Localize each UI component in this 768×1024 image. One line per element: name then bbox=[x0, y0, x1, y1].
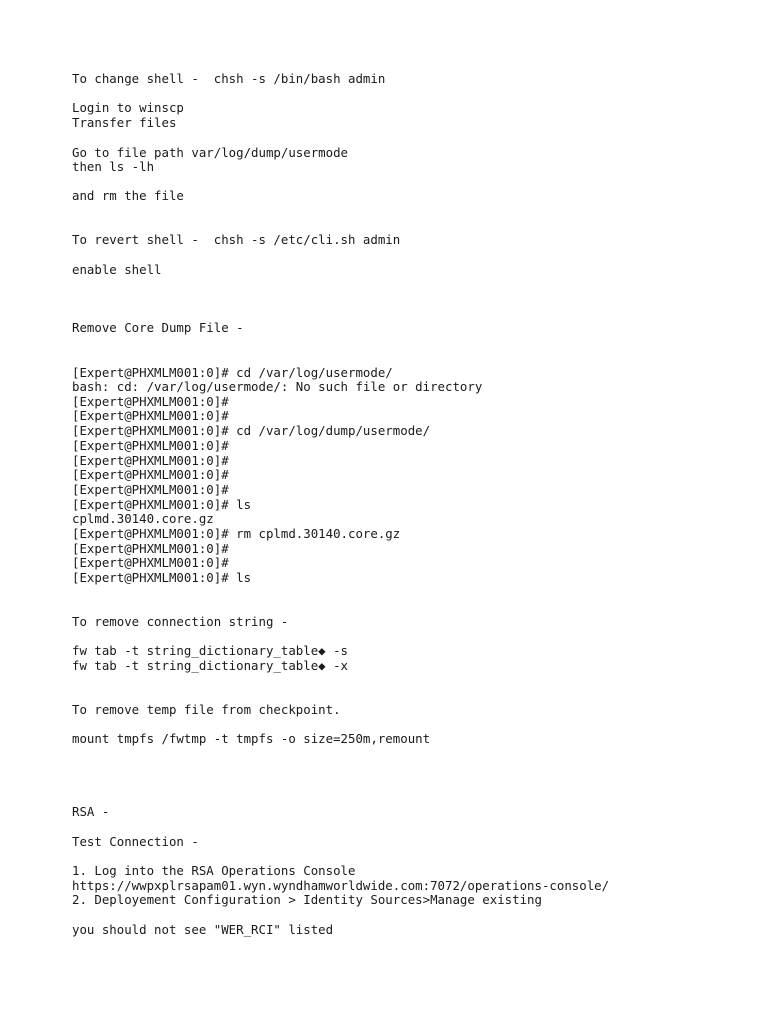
text-line: and rm the file bbox=[72, 188, 184, 203]
text-line: fw tab -t string_dictionary_table◆ -s bbox=[72, 643, 349, 658]
text-line: mount tmpfs /fwtmp -t tmpfs -o size=250m,remount bbox=[72, 731, 431, 746]
text-line: [Expert@PHXMLM001:0]# ls bbox=[72, 497, 252, 512]
text-line: fw tab -t string_dictionary_table◆ -x bbox=[72, 658, 349, 673]
text-line: RSA - bbox=[72, 804, 110, 819]
text-line: To change shell - chsh -s /bin/bash admin bbox=[72, 71, 386, 86]
text-line: To remove connection string - bbox=[72, 614, 289, 629]
text-line: you should not see "WER_RCI" listed bbox=[72, 922, 334, 937]
text-line: [Expert@PHXMLM001:0]# cd /var/log/dump/usermode/ bbox=[72, 423, 431, 438]
text-line: [Expert@PHXMLM001:0]# bbox=[72, 438, 229, 453]
text-line: bash: cd: /var/log/usermode/: No such file or directory bbox=[72, 379, 483, 394]
text-line: [Expert@PHXMLM001:0]# bbox=[72, 555, 229, 570]
text-line: [Expert@PHXMLM001:0]# bbox=[72, 408, 229, 423]
text-line: 1. Log into the RSA Operations Console bbox=[72, 863, 356, 878]
text-line: [Expert@PHXMLM001:0]# bbox=[72, 394, 229, 409]
text-line: [Expert@PHXMLM001:0]# cd /var/log/usermode/ bbox=[72, 365, 393, 380]
text-line: To revert shell - chsh -s /etc/cli.sh admin bbox=[72, 232, 401, 247]
text-line: To remove temp file from checkpoint. bbox=[72, 702, 341, 717]
text-line: then ls -lh bbox=[72, 159, 155, 174]
text-line: Login to winscp bbox=[72, 100, 184, 115]
text-line: Remove Core Dump File - bbox=[72, 320, 244, 335]
text-line: [Expert@PHXMLM001:0]# bbox=[72, 467, 229, 482]
text-line: enable shell bbox=[72, 262, 162, 277]
text-line: Test Connection - bbox=[72, 834, 199, 849]
text-line: [Expert@PHXMLM001:0]# bbox=[72, 482, 229, 497]
text-line: [Expert@PHXMLM001:0]# rm cplmd.30140.core.gz bbox=[72, 526, 401, 541]
text-line: Transfer files bbox=[72, 115, 177, 130]
text-line: Go to file path var/log/dump/usermode bbox=[72, 145, 349, 160]
text-line: [Expert@PHXMLM001:0]# bbox=[72, 453, 229, 468]
text-line: [Expert@PHXMLM001:0]# bbox=[72, 541, 229, 556]
text-line: https://wwpxplrsapam01.wyn.wyndhamworldwide.com:7072/operations-console/ bbox=[72, 878, 610, 893]
text-line: 2. Deployement Configuration > Identity Sources>Manage existing bbox=[72, 892, 542, 907]
text-line: cplmd.30140.core.gz bbox=[72, 511, 214, 526]
text-line: [Expert@PHXMLM001:0]# ls bbox=[72, 570, 252, 585]
